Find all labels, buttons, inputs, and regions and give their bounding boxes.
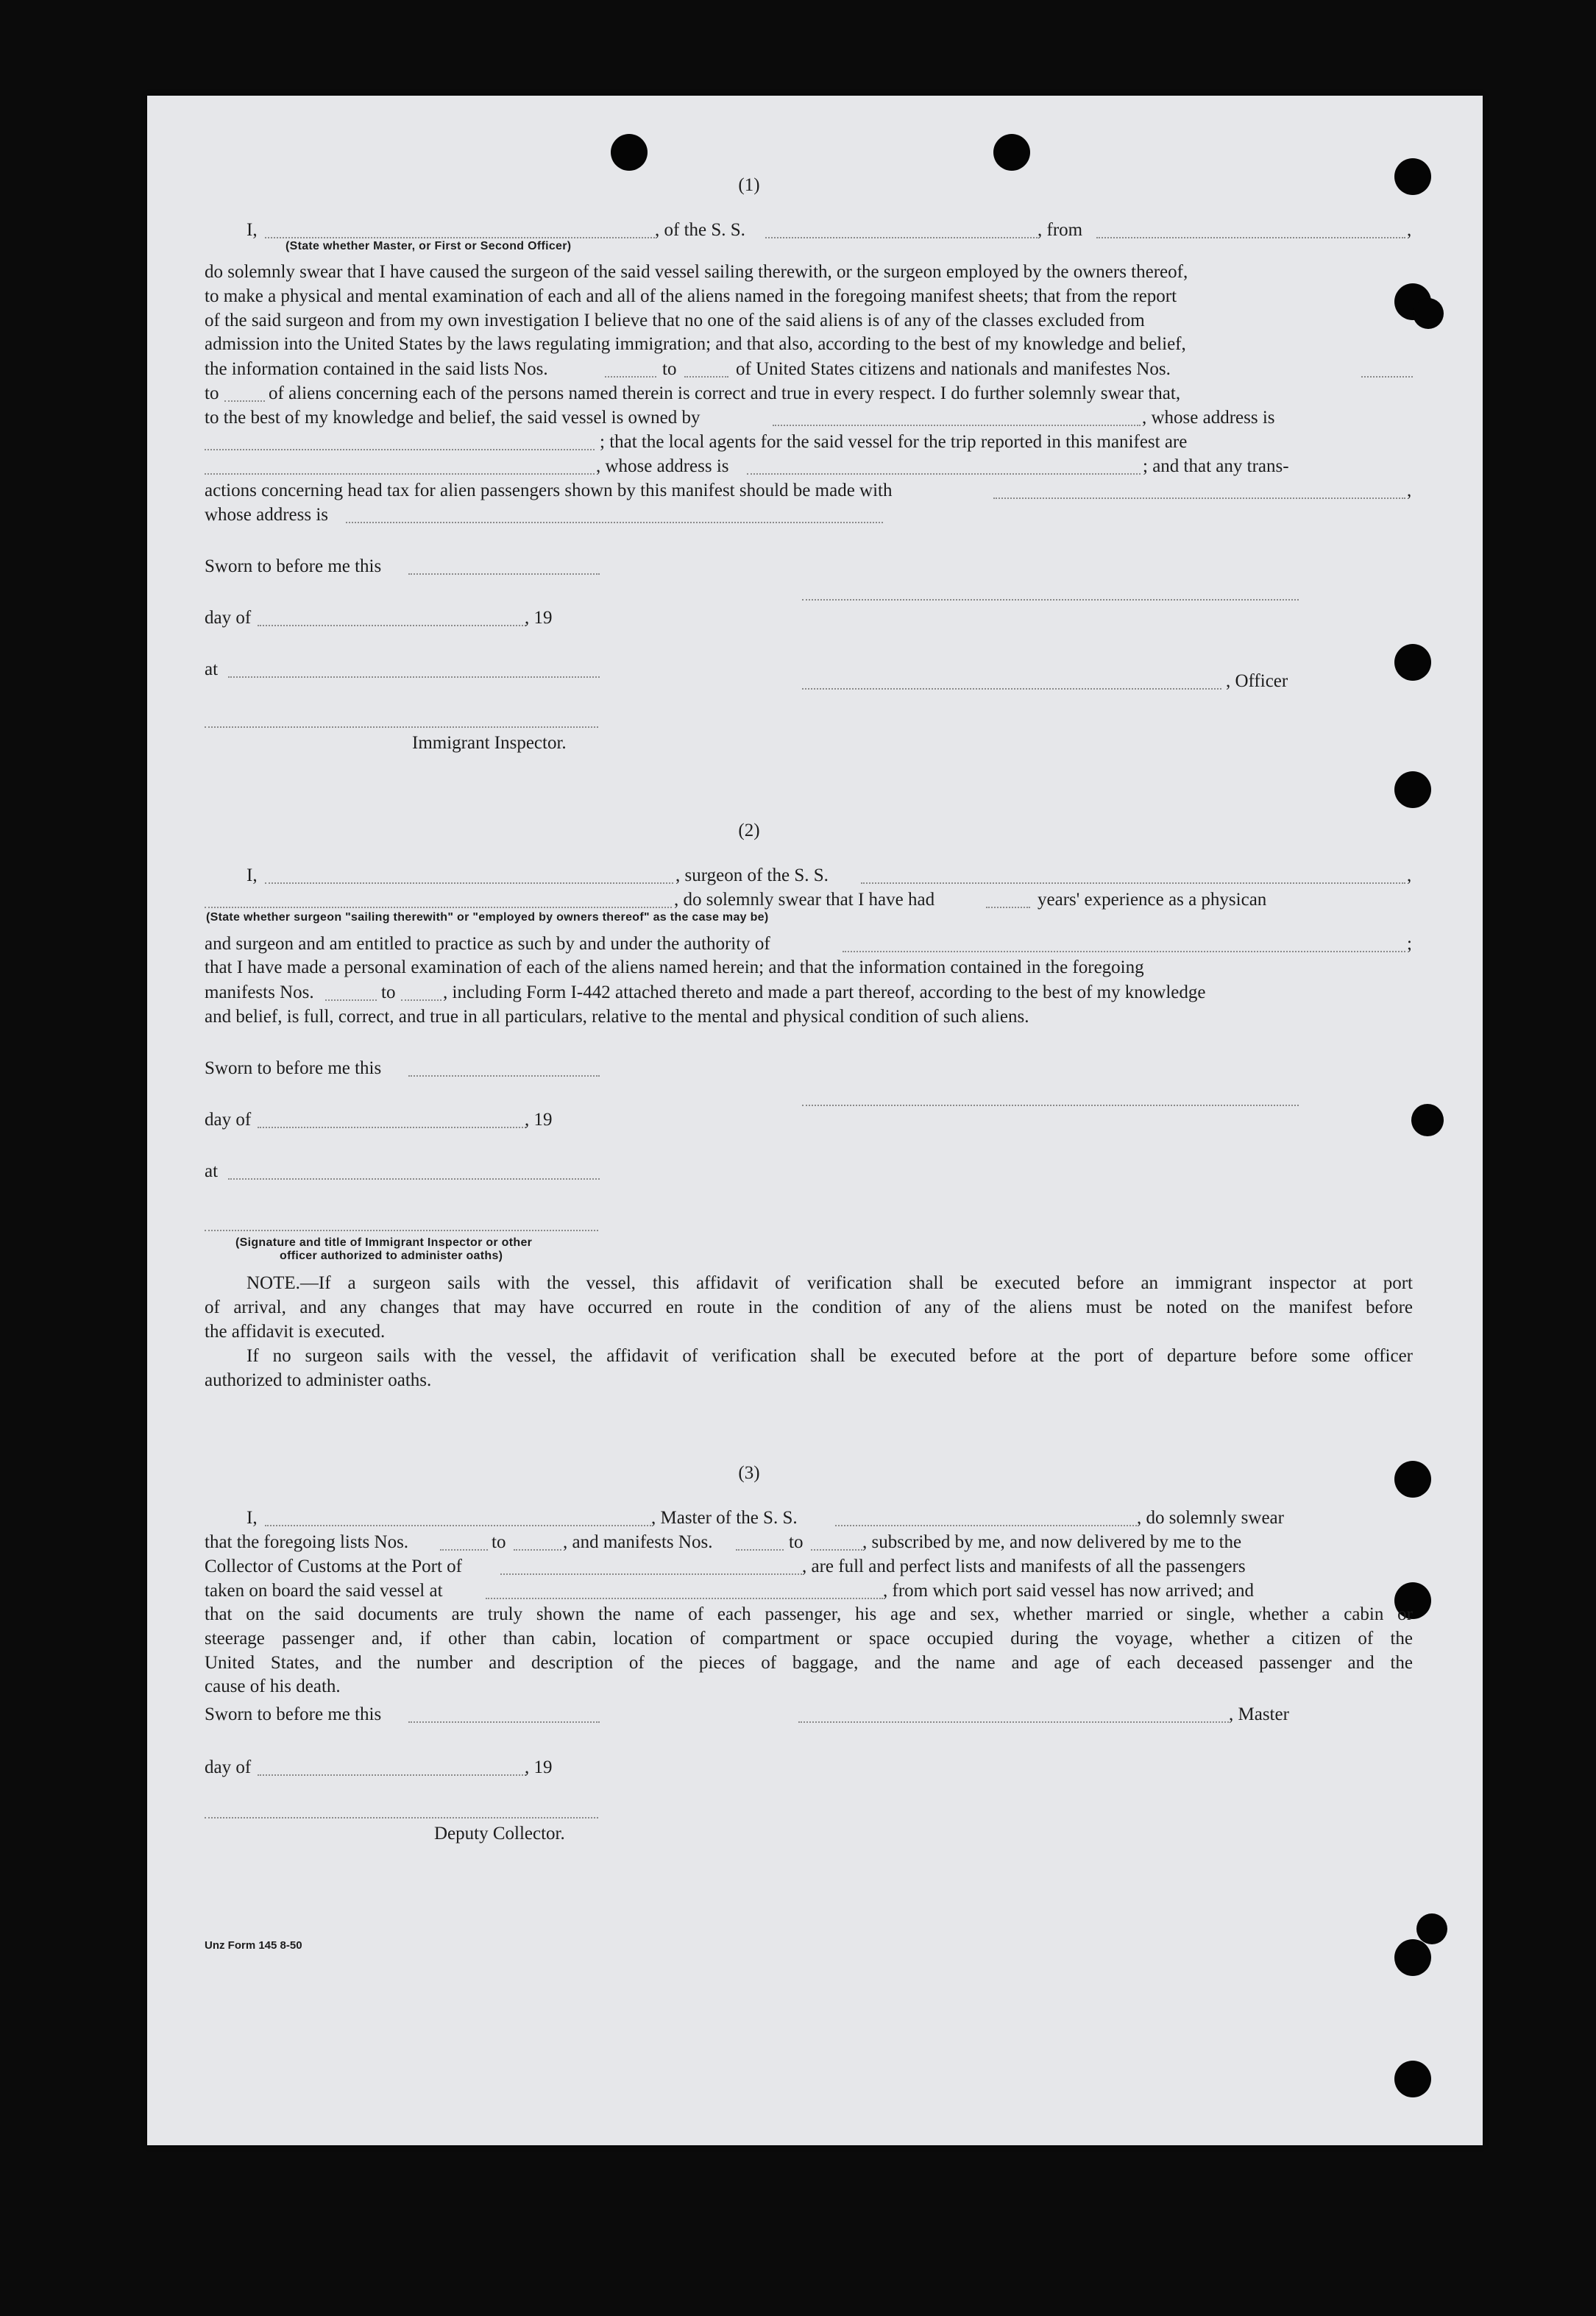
- s3-para-line: steerage passenger and, if other than cabin, location of compartment or space occupied during the voyage, whether a citizen of the: [205, 1628, 1413, 1649]
- s1-at-field[interactable]: [228, 676, 600, 678]
- s1-para: [205, 261, 1413, 357]
- s3-lists-prefix: that the foregoing lists Nos.: [205, 1532, 409, 1552]
- s1-actions-end: ,: [1407, 481, 1412, 500]
- s3-year: , 19: [525, 1757, 553, 1777]
- s3-i: I,: [247, 1508, 258, 1528]
- s1-owned-suffix: , whose address is: [1142, 408, 1275, 428]
- punch-hole: [1394, 1939, 1431, 1976]
- s3-manifests-to-field[interactable]: [811, 1549, 862, 1551]
- punch-hole: [1394, 771, 1431, 808]
- s3-lists-mid: , and manifests Nos.: [563, 1532, 713, 1552]
- s2-exam: [205, 956, 1413, 980]
- s1-from: , from: [1038, 220, 1083, 240]
- s3-taken-prefix: taken on board the said vessel at: [205, 1581, 443, 1601]
- s1-whose-address-field[interactable]: [346, 522, 883, 523]
- s1-comma: ,: [1407, 220, 1412, 240]
- punch-hole: [1394, 644, 1431, 681]
- s2-signature-note-2: officer authorized to administer oaths): [280, 1250, 503, 1262]
- s3-lists-to: to: [492, 1532, 506, 1552]
- punch-hole: [1416, 1913, 1447, 1944]
- s1-aliens-text: of aliens concerning each of the persons named therein is correct and true in every respect. I do further solemnly swear that,: [269, 383, 1181, 403]
- s2-manifests-to-field[interactable]: [401, 999, 441, 1001]
- punch-hole: [1413, 298, 1444, 329]
- s2-surgeon-name-field[interactable]: [265, 882, 673, 884]
- s2-sworn-day-field[interactable]: [408, 1075, 600, 1077]
- s1-agents-text: ; that the local agents for the said vessel for the trip reported in this manifest are: [600, 432, 1188, 452]
- s3-sworn-day-field[interactable]: [408, 1721, 600, 1723]
- s2-inspector-signature-line[interactable]: [205, 1230, 598, 1231]
- s2-manifests-to: to: [381, 982, 396, 1002]
- s2-year: , 19: [525, 1110, 553, 1130]
- s2-vessel-field[interactable]: [861, 882, 1405, 884]
- s3-lists-to2: to: [789, 1532, 804, 1552]
- s1-year: , 19: [525, 608, 553, 628]
- s1-manifests-from-field[interactable]: [1361, 376, 1413, 378]
- s2-day-of-field[interactable]: [258, 1127, 526, 1128]
- s3-master-signature-field[interactable]: [798, 1721, 1229, 1723]
- s3-lists-from-field[interactable]: [440, 1549, 488, 1551]
- s2-note: [205, 1271, 1413, 1392]
- s3-para-line: that on the said documents are truly shown the name of each passenger, his age and sex, whether married or single, whether a cabin or: [205, 1604, 1413, 1624]
- s3-vessel-field[interactable]: [835, 1525, 1137, 1526]
- s1-owner-field[interactable]: [773, 425, 1141, 426]
- s2-signature-note-1: (Signature and title of Immigrant Inspector or other: [235, 1236, 533, 1249]
- s3-taken-port-field[interactable]: [486, 1598, 883, 1599]
- s1-lists-to-field[interactable]: [684, 376, 728, 378]
- s3-day-of-field[interactable]: [258, 1774, 526, 1776]
- s1-actions-text: actions concerning head tax for alien passengers shown by this manifest should be made with: [205, 481, 893, 500]
- s3-day-of: day of: [205, 1757, 252, 1777]
- s2-day-of: day of: [205, 1110, 252, 1130]
- s1-i: I,: [247, 220, 258, 240]
- punch-hole: [611, 134, 648, 171]
- s2-authority-end: ;: [1407, 934, 1412, 954]
- section-3-number: (3): [738, 1463, 760, 1483]
- s3-swear: , do solemnly swear: [1137, 1508, 1284, 1528]
- s2-at: at: [205, 1161, 219, 1181]
- s1-officer-field[interactable]: [265, 237, 655, 238]
- s1-aliens-to: to: [205, 383, 219, 403]
- s2-note-line: the affidavit is executed.: [205, 1322, 386, 1342]
- s2-years: years' experience as a physican: [1038, 890, 1267, 910]
- s2-i: I,: [247, 865, 258, 885]
- s3-para-line: cause of his death.: [205, 1676, 341, 1697]
- s2-note-line: If no surgeon sails with the vessel, the affidavit of verification shall be executed before at the port of departure before some officer: [247, 1346, 1413, 1366]
- s1-actions-field[interactable]: [993, 497, 1405, 499]
- s3-deputy-signature-line[interactable]: [205, 1817, 598, 1819]
- s3-lists-suffix: , subscribed by me, and now delivered by me to the: [862, 1532, 1242, 1552]
- s1-officer: , Officer: [1226, 671, 1288, 691]
- s2-surgeon-signature-line[interactable]: [802, 1105, 1299, 1106]
- s2-authority-text: and surgeon and am entitled to practice as such by and under the authority of: [205, 934, 770, 954]
- s3-port-field[interactable]: [500, 1573, 802, 1575]
- form-page: [147, 96, 1483, 2145]
- s3-sworn: Sworn to before me this: [205, 1704, 382, 1724]
- punch-hole: [993, 134, 1030, 171]
- punch-hole: [1394, 2061, 1431, 2097]
- s2-at-field[interactable]: [228, 1178, 600, 1180]
- s2-belief: and belief, is full, correct, and true in all particulars, relative to the mental and physical condition of such aliens.: [205, 1007, 1029, 1027]
- s1-whose-address: whose address is: [205, 505, 329, 525]
- s3-para: [205, 1603, 1413, 1699]
- s3-master-of: , Master of the S. S.: [651, 1508, 798, 1528]
- s2-sworn: Sworn to before me this: [205, 1058, 382, 1078]
- s3-para-line: United States, and the number and description of the pieces of baggage, and the name and age of each deceased passenger and the: [205, 1652, 1413, 1673]
- s1-owned-prefix: to the best of my knowledge and belief, the said vessel is owned by: [205, 408, 701, 428]
- s3-collector-prefix: Collector of Customs at the Port of: [205, 1557, 462, 1576]
- s1-inspector: Immigrant Inspector.: [412, 733, 567, 753]
- s1-agents-end: ; and that any trans-: [1143, 456, 1289, 476]
- s2-surgeon-note: (State whether surgeon "sailing therewith" or "employed by owners thereof" as the case may be): [206, 911, 769, 924]
- s2-note-line: of arrival, and any changes that may have occurred en route in the condition of any of the aliens must be noted on the manifest before: [205, 1297, 1413, 1317]
- form-number: Unz Form 145 8-50: [205, 1939, 302, 1952]
- section-2-number: (2): [738, 821, 760, 840]
- s1-lists-prefix: the information contained in the said lists Nos.: [205, 359, 548, 379]
- s1-lists-to: to: [662, 359, 677, 379]
- s3-master-name-field[interactable]: [265, 1525, 651, 1526]
- s2-comma: ,: [1407, 865, 1412, 885]
- s1-from-field[interactable]: [1096, 237, 1405, 238]
- s3-manifests-from-field[interactable]: [736, 1549, 784, 1551]
- s2-manifests-from-field[interactable]: [325, 999, 377, 1001]
- s1-lists-suffix: of United States citizens and nationals and manifestes Nos.: [736, 359, 1171, 379]
- s3-collector-suffix: , are full and perfect lists and manifests of all the passengers: [802, 1557, 1246, 1576]
- s1-para-line: do solemnly swear that I have caused the surgeon of the said vessel sailing therewith, or the surgeon employed by the owners thereof,: [205, 262, 1188, 282]
- s1-officer-signature-field[interactable]: [802, 688, 1221, 690]
- s1-aliens-to-field[interactable]: [224, 400, 265, 402]
- s1-day-of-field[interactable]: [258, 625, 526, 626]
- s1-agents-address: , whose address is: [596, 456, 729, 476]
- s3-taken-suffix: , from which port said vessel has now arrived; and: [883, 1581, 1255, 1601]
- s1-para-line: admission into the United States by the laws regulating immigration; and that also, according to the best of my knowledge and belief,: [205, 334, 1186, 355]
- s2-surgeon-of: , surgeon of the S. S.: [675, 865, 829, 885]
- s1-agents-address-field[interactable]: [747, 473, 1141, 475]
- s1-of-ss: , of the S. S.: [655, 220, 745, 240]
- s1-sworn-day-field[interactable]: [408, 573, 600, 575]
- punch-hole: [1394, 158, 1431, 195]
- s1-sworn: Sworn to before me this: [205, 556, 382, 576]
- s1-day-of: day of: [205, 608, 252, 628]
- s2-exam-line: that I have made a personal examination of each of the aliens named herein; and that the information contained in the foregoing: [205, 957, 1144, 977]
- punch-hole: [1411, 1104, 1444, 1136]
- s1-para-line: of the said surgeon and from my own investigation I believe that no one of the said aliens is of any of the classes excluded from: [205, 310, 1145, 330]
- s2-note-line: NOTE.—If a surgeon sails with the vessel, this affidavit of verification shall be executed before an immigrant inspector at port: [247, 1273, 1413, 1293]
- s3-deputy: Deputy Collector.: [434, 1824, 565, 1844]
- s1-lists-from-field[interactable]: [605, 376, 656, 378]
- section-1-number: (1): [738, 175, 760, 195]
- s2-manifests-suffix: , including Form I-442 attached thereto and made a part thereof, according to the best of my knowledge: [443, 982, 1206, 1002]
- s2-years-field[interactable]: [986, 907, 1030, 908]
- s2-manifests-prefix: manifests Nos.: [205, 982, 314, 1002]
- s1-owner-address-field[interactable]: [205, 449, 595, 450]
- s1-at: at: [205, 659, 219, 679]
- s1-signature-line[interactable]: [802, 599, 1299, 601]
- s1-inspector-signature-line[interactable]: [205, 726, 598, 728]
- s2-swear: , do solemnly swear that I have had: [674, 890, 935, 910]
- s3-master: , Master: [1229, 1704, 1289, 1724]
- s3-lists-to-field[interactable]: [514, 1549, 561, 1551]
- s1-para-line: to make a physical and mental examination of each and all of the aliens named in the foregoing manifest sheets; that from the report: [205, 286, 1177, 306]
- s1-vessel-field[interactable]: [765, 237, 1038, 238]
- punch-hole: [1394, 1461, 1431, 1498]
- s1-agents-field[interactable]: [205, 473, 595, 475]
- s1-officer-note: (State whether Master, or First or Second Officer): [285, 240, 572, 252]
- s2-surgeon-type-field[interactable]: [205, 907, 672, 908]
- s2-note-line: authorized to administer oaths.: [205, 1370, 432, 1390]
- s2-authority-field[interactable]: [843, 951, 1405, 952]
